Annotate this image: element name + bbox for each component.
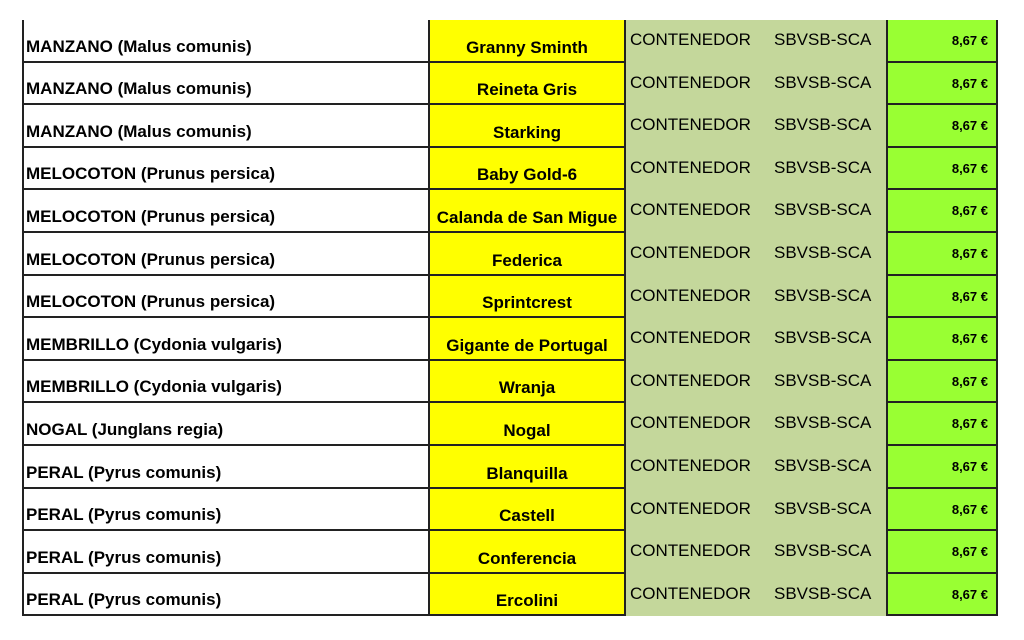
species-text: PERAL (Pyrus comunis) [26,590,222,610]
price-cell [886,446,998,489]
price-text: 8,67 € [951,416,988,432]
price-text: 8,67 € [951,501,988,517]
species-text: MELOCOTON (Prunus persica) [26,292,276,312]
species-text: MANZANO (Malus comunis) [26,121,252,141]
variety-cell [428,318,624,361]
variety-cell [428,233,624,276]
species-cell [22,403,428,446]
table-row [22,574,1002,617]
container-type-text: CONTENEDOR [630,413,751,433]
variety-cell [428,403,624,446]
variety-cell [428,489,624,532]
container-code-text: SBVSB-SCA [774,370,872,390]
price-cell [886,318,998,361]
table-row [22,531,1002,574]
variety-text: Federica [492,250,562,270]
container-cell [624,20,886,63]
container-type-text: CONTENEDOR [630,72,751,92]
species-text: MEMBRILLO (Cydonia vulgaris) [26,377,282,397]
species-cell [22,148,428,191]
container-cell [624,574,886,617]
species-text: MANZANO (Malus comunis) [26,36,252,56]
container-code-text: SBVSB-SCA [774,498,872,518]
price-text: 8,67 € [951,75,988,91]
variety-text: Conferencia [477,548,577,568]
price-text: 8,67 € [951,160,988,176]
container-cell [624,233,886,276]
variety-text: Nogal [503,420,551,440]
price-cell [886,105,998,148]
price-text: 8,67 € [951,245,988,261]
container-cell [624,148,886,191]
table-row [22,318,1002,361]
variety-text: Granny Sminth [466,37,588,57]
table-row [22,403,1002,446]
variety-text: Calanda de San Migue [436,207,618,227]
species-cell [22,574,428,617]
container-cell [624,403,886,446]
price-cell [886,233,998,276]
table-row [22,361,1002,404]
variety-cell [428,361,624,404]
variety-cell [428,446,624,489]
container-cell [624,531,886,574]
variety-text: Reineta Gris [476,80,578,100]
species-cell [22,361,428,404]
variety-cell [428,20,624,63]
price-cell [886,63,998,106]
container-type-text: CONTENEDOR [630,242,751,262]
price-cell [886,531,998,574]
container-type-text: CONTENEDOR [630,115,751,135]
price-text: 8,67 € [951,544,988,560]
container-type-text: CONTENEDOR [630,157,751,177]
variety-cell [428,574,624,617]
container-code-text: SBVSB-SCA [774,413,872,433]
table-row [22,105,1002,148]
species-text: MELOCOTON (Prunus persica) [26,164,276,184]
variety-cell [428,105,624,148]
variety-cell [428,276,624,319]
container-cell [624,446,886,489]
price-text: 8,67 € [951,586,988,602]
species-text: MANZANO (Malus comunis) [26,79,252,99]
container-cell [624,105,886,148]
table-row [22,446,1002,489]
table-row [22,20,1002,63]
species-text: MEMBRILLO (Cydonia vulgaris) [26,334,282,354]
table-row [22,233,1002,276]
table-row [22,276,1002,319]
variety-text: Blanquilla [486,463,568,483]
variety-text: Castell [499,506,555,526]
species-text: PERAL (Pyrus comunis) [26,547,222,567]
container-type-text: CONTENEDOR [630,455,751,475]
variety-text: Starking [492,122,562,142]
container-type-text: CONTENEDOR [630,498,751,518]
container-code-text: SBVSB-SCA [774,285,872,305]
variety-cell [428,531,624,574]
price-cell [886,361,998,404]
table-row [22,63,1002,106]
species-cell [22,63,428,106]
variety-text: Baby Gold-6 [476,165,578,185]
price-text: 8,67 € [951,373,988,389]
variety-text: Wranja [498,378,556,398]
container-type-text: CONTENEDOR [630,200,751,220]
species-text: PERAL (Pyrus comunis) [26,505,222,525]
container-type-text: CONTENEDOR [630,541,751,561]
container-code-text: SBVSB-SCA [774,242,872,262]
species-cell [22,531,428,574]
species-cell [22,318,428,361]
container-cell [624,489,886,532]
container-code-text: SBVSB-SCA [774,328,872,348]
species-text: NOGAL (Junglans regia) [26,419,224,439]
species-cell [22,190,428,233]
container-type-text: CONTENEDOR [630,30,751,49]
container-type-text: CONTENEDOR [630,583,751,603]
price-text: 8,67 € [951,331,988,347]
species-cell [22,20,428,63]
price-text: 8,67 € [951,118,988,134]
price-cell [886,276,998,319]
species-cell [22,276,428,319]
variety-cell [428,148,624,191]
price-text: 8,67 € [951,203,988,219]
container-code-text: SBVSB-SCA [774,455,872,475]
variety-cell [428,63,624,106]
species-cell [22,489,428,532]
species-text: MELOCOTON (Prunus persica) [26,249,276,269]
container-code-text: SBVSB-SCA [774,30,872,49]
price-table [22,20,1002,616]
species-text: MELOCOTON (Prunus persica) [26,206,276,226]
price-text: 8,67 € [951,288,988,304]
price-cell [886,20,998,63]
species-cell [22,105,428,148]
container-type-text: CONTENEDOR [630,370,751,390]
variety-text: Sprintcrest [482,293,572,313]
species-cell [22,233,428,276]
table-row [22,148,1002,191]
price-cell [886,148,998,191]
variety-text: Gigante de Portugal [446,335,608,355]
container-code-text: SBVSB-SCA [774,157,872,177]
container-cell [624,276,886,319]
container-cell [624,361,886,404]
price-text: 8,67 € [951,458,988,474]
container-code-text: SBVSB-SCA [774,115,872,135]
container-type-text: CONTENEDOR [630,285,751,305]
container-cell [624,190,886,233]
price-cell [886,574,998,617]
container-code-text: SBVSB-SCA [774,541,872,561]
container-code-text: SBVSB-SCA [774,583,872,603]
container-cell [624,318,886,361]
container-code-text: SBVSB-SCA [774,72,872,92]
variety-cell [428,190,624,233]
table-row [22,489,1002,532]
table-row [22,190,1002,233]
price-cell [886,190,998,233]
container-cell [624,63,886,106]
price-cell [886,489,998,532]
variety-text: Ercolini [495,591,559,611]
container-code-text: SBVSB-SCA [774,200,872,220]
price-cell [886,403,998,446]
species-text: PERAL (Pyrus comunis) [26,462,222,482]
container-type-text: CONTENEDOR [630,328,751,348]
species-cell [22,446,428,489]
price-text: 8,67 € [951,33,988,48]
